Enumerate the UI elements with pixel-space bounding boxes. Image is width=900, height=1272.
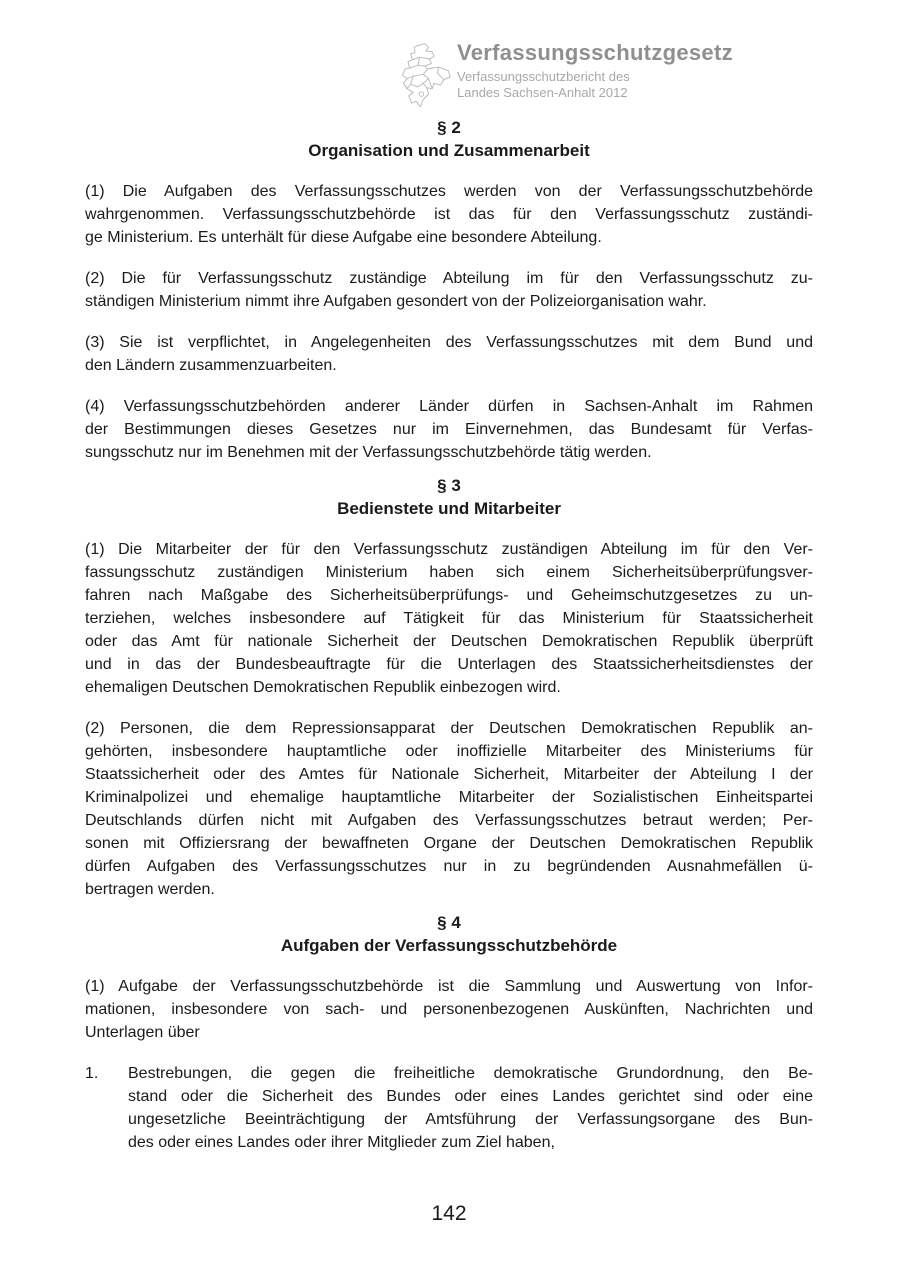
section-number: § 3 bbox=[437, 476, 461, 495]
text-line: und in das der Bundesbeauftragte für die Unterlagen des Staatssicherheitsdienstes der bbox=[85, 656, 813, 673]
text-line: ehemaligen Deutschen Demokratischen Republik einbezogen wird. bbox=[85, 679, 561, 696]
text-line: terziehen, welches insbesondere auf Tätigkeit für das Ministerium für Staatssicherheit bbox=[85, 610, 813, 627]
list-item-number: 1. bbox=[85, 1065, 99, 1082]
text-line: Staatssicherheit oder des Amtes für Nationale Sicherheit, Mitarbeiter der Abteilung I der bbox=[85, 766, 813, 783]
paragraph bbox=[85, 180, 813, 249]
text-line: dürfen Aufgaben des Verfassungsschutzes nur in zu begründenden Ausnahmefällen ü- bbox=[85, 858, 813, 875]
text-line: ge Ministerium. Es unterhält für diese Aufgabe eine besondere Abteilung. bbox=[85, 229, 602, 246]
text-line: bertragen werden. bbox=[85, 881, 215, 898]
section-heading bbox=[85, 116, 813, 162]
section-title: Aufgaben der Verfassungsschutzbehörde bbox=[280, 936, 618, 955]
list-item-text bbox=[128, 1062, 813, 1154]
text-line: (1) Die Aufgaben des Verfassungsschutzes werden von der Verfassungsschutzbehörde bbox=[85, 183, 813, 200]
section-3 bbox=[85, 474, 813, 901]
section-title: Organisation und Zusammenarbeit bbox=[308, 141, 590, 160]
section-number: § 2 bbox=[437, 118, 461, 137]
text-line: des oder eines Landes oder ihrer Mitglieder zum Ziel haben, bbox=[128, 1134, 555, 1151]
text-line: den Ländern zusammenzuarbeiten. bbox=[85, 357, 337, 374]
section-heading bbox=[85, 911, 813, 957]
page-number: 142 bbox=[431, 1202, 467, 1225]
section-4 bbox=[85, 911, 813, 1154]
report-title: Verfassungsschutzgesetz bbox=[457, 40, 733, 65]
text-line: fahren nach Maßgabe des Sicherheitsüberprüfungs- und Geheimschutzgesetzes zu un- bbox=[85, 587, 813, 604]
text-line: sonen mit Offiziersrang der bewaffneten Organe der Deutschen Demokratischen Republik bbox=[85, 835, 813, 852]
text-line: (2) Die für Verfassungsschutz zuständige Abteilung im für den Verfassungsschutz zu- bbox=[85, 270, 813, 287]
text-line: sungsschutz nur im Benehmen mit der Verfassungsschutzbehörde tätig werden. bbox=[85, 444, 652, 461]
text-line: gehörten, insbesondere hauptamtliche oder inoffizielle Mitarbeiter des Ministeriums für bbox=[85, 743, 813, 760]
paragraph bbox=[85, 717, 813, 901]
report-subtitle-line1: Verfassungsschutzbericht des bbox=[457, 69, 630, 84]
text-line: wahrgenommen. Verfassungsschutzbehörde ist das für den Verfassungsschutz zuständi- bbox=[85, 206, 813, 223]
text-line: fassungsschutz zuständigen Ministerium haben sich einem Sicherheitsüberprüfungsver- bbox=[85, 564, 813, 581]
section-title: Bedienstete und Mitarbeiter bbox=[337, 499, 561, 518]
paragraph bbox=[85, 331, 813, 377]
paragraph bbox=[85, 395, 813, 464]
text-line: (4) Verfassungsschutzbehörden anderer Länder dürfen in Sachsen-Anhalt im Rahmen bbox=[85, 398, 813, 415]
text-line: (1) Die Mitarbeiter der für den Verfassungsschutz zuständigen Abteilung im für den Ver- bbox=[85, 541, 813, 558]
paragraph bbox=[85, 267, 813, 313]
document-body bbox=[85, 0, 813, 1226]
text-line: stand oder die Sicherheit des Bundes oder eines Landes gerichtet sind oder eine bbox=[128, 1088, 813, 1105]
section-number: § 4 bbox=[437, 913, 461, 932]
paragraph bbox=[85, 975, 813, 1044]
text-line: (3) Sie ist verpflichtet, in Angelegenheiten des Verfassungsschutzes mit dem Bund und bbox=[85, 334, 813, 351]
text-line: oder das Amt für nationale Sicherheit der Deutschen Demokratischen Republik überprüft bbox=[85, 633, 813, 650]
text-line: der Bestimmungen dieses Gesetzes nur im Einvernehmen, das Bundesamt für Verfas- bbox=[85, 421, 813, 438]
text-line: ständigen Ministerium nimmt ihre Aufgaben gesondert von der Polizeiorganisation wahr. bbox=[85, 293, 707, 310]
section-heading bbox=[85, 474, 813, 520]
paragraph bbox=[85, 538, 813, 699]
text-line: Bestrebungen, die gegen die freiheitliche demokratische Grundordnung, den Be- bbox=[128, 1065, 813, 1082]
text-line: ungesetzliche Beeinträchtigung der Amtsführung der Verfassungsorgane des Bun- bbox=[128, 1111, 813, 1128]
text-line: mationen, insbesondere von sach- und personenbezogenen Auskünften, Nachrichten und bbox=[85, 1001, 813, 1018]
numbered-list-item bbox=[85, 1062, 813, 1154]
text-line: Kriminalpolizei und ehemalige hauptamtliche Mitarbeiter der Sozialistischen Einheitspartei bbox=[85, 789, 813, 806]
text-line: Unterlagen über bbox=[85, 1024, 200, 1041]
text-line: (1) Aufgabe der Verfassungsschutzbehörde ist die Sammlung und Auswertung von Infor- bbox=[85, 978, 813, 995]
text-line: Deutschlands dürfen nicht mit Aufgaben des Verfassungsschutzes betraut werden; Per- bbox=[85, 812, 813, 829]
report-subtitle-line2: Landes Sachsen-Anhalt 2012 bbox=[457, 85, 628, 100]
section-2 bbox=[85, 116, 813, 464]
text-line: (2) Personen, die dem Repressionsapparat der Deutschen Demokratischen Republik an- bbox=[85, 720, 813, 737]
